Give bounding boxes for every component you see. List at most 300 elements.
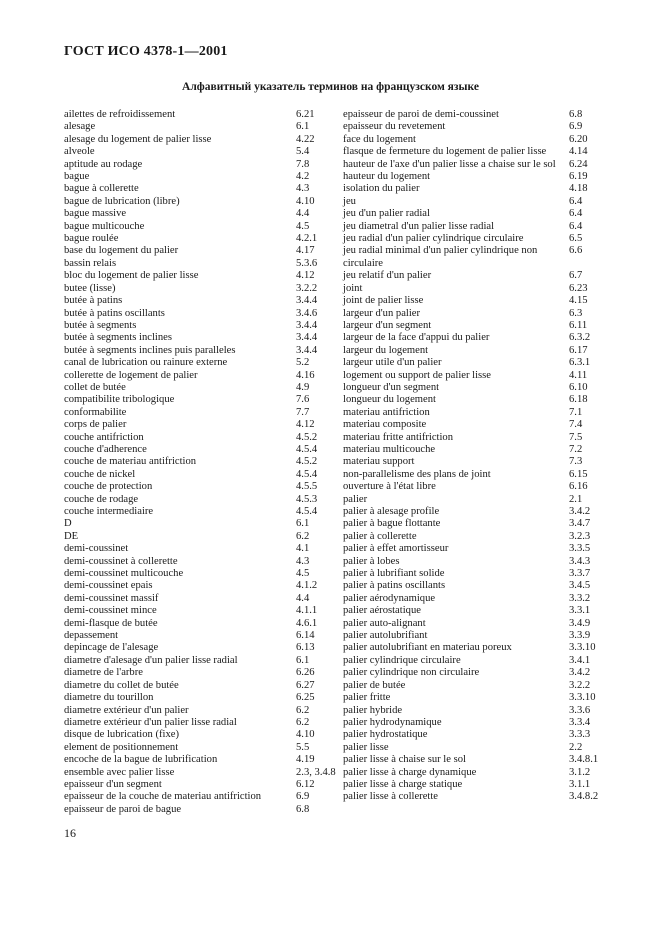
index-term: couche de materiau antifriction: [64, 456, 197, 468]
index-column-left: [64, 109, 336, 816]
index-entry: [64, 531, 332, 543]
index-term: palier lisse à charge statique: [343, 778, 463, 790]
index-entry: [64, 171, 332, 183]
index-term: DE: [64, 530, 79, 542]
index-reference: 4.2: [296, 171, 310, 183]
index-term: joint de palier lisse: [343, 295, 424, 307]
index-term: couche de nickel: [64, 468, 136, 480]
index-reference: 6.9: [569, 121, 583, 133]
index-reference: 4.9: [296, 381, 310, 393]
index-term: alveole: [64, 146, 95, 158]
index-term: alesage du logement de palier lisse: [64, 133, 212, 145]
index-reference: 4.6.1: [296, 617, 318, 629]
index-term: palier à lubrifiant solide: [343, 568, 445, 580]
index-reference: 7.4: [569, 419, 583, 431]
index-term: bague multicouche: [64, 220, 145, 232]
index-reference: 6.1: [296, 654, 310, 666]
index-entry: [343, 295, 605, 307]
index-entry: [64, 605, 332, 617]
index-term: demi-coussinet massif: [64, 592, 159, 604]
index-reference: 3.3.1: [569, 605, 591, 617]
index-reference: 3.4.4: [296, 332, 318, 344]
index-term: palier cylindrique circulaire: [343, 654, 461, 666]
index-reference: 7.2: [569, 443, 583, 455]
index-term: encoche de la bague de lubrification: [64, 754, 218, 766]
index-term: couche de protection: [64, 481, 153, 493]
index-reference: 4.1: [296, 543, 310, 555]
index-term: bague à collerette: [64, 183, 139, 195]
index-entry: [343, 469, 605, 481]
index-reference: 7.1: [569, 406, 583, 418]
index-term: diametre du collet de butée: [64, 679, 179, 691]
index-reference: 4.12: [296, 419, 315, 431]
index-entry: [343, 270, 605, 282]
index-entry: [64, 804, 332, 816]
index-reference: 3.2.3: [569, 530, 591, 542]
index-entry: [343, 456, 605, 468]
index-reference: 6.2: [296, 530, 310, 542]
index-reference: 4.1.2: [296, 580, 318, 592]
index-reference: 6.27: [296, 679, 315, 691]
index-term: largeur d'un segment: [343, 319, 432, 331]
index-reference: 3.4.4: [296, 344, 318, 356]
index-term: demi-coussinet à collerette: [64, 555, 178, 567]
index-column-right: [343, 109, 605, 804]
index-term: hauteur de l'axe d'un palier lisse a chaise sur le sol: [343, 158, 556, 170]
index-reference: 6.9: [296, 791, 310, 803]
index-term: longueur du logement: [343, 394, 436, 406]
index-entry: [343, 121, 605, 133]
index-entry: [64, 593, 332, 605]
index-term: palier de butée: [343, 679, 406, 691]
index-reference: 5.2: [296, 357, 310, 369]
index-reference: 4.10: [296, 729, 315, 741]
index-entry: [64, 754, 332, 766]
index-entry: [64, 692, 332, 704]
index-reference: 3.4.7: [569, 518, 591, 530]
index-entry: [64, 233, 332, 245]
index-term: largeur de la face d'appui du palier: [343, 332, 490, 344]
index-entry: [64, 680, 332, 692]
index-term: depincage de l'alesage: [64, 642, 159, 654]
index-entry: [343, 357, 605, 369]
index-term: butée à patins: [64, 295, 123, 307]
index-term: largeur du logement: [343, 344, 429, 356]
index-term: butée à patins oscillants: [64, 307, 165, 319]
index-reference: 3.4.8.1: [569, 754, 599, 766]
index-term: flasque de fermeture du logement de palier lisse: [343, 146, 547, 158]
index-reference: 4.5.4: [296, 443, 318, 455]
index-entry: [64, 159, 332, 171]
index-entry: [343, 506, 605, 518]
index-term: alesage: [64, 121, 96, 133]
index-entry: [343, 717, 605, 729]
index-term: jeu d'un palier radial: [343, 208, 430, 220]
index-term: materiau multicouche: [343, 443, 436, 455]
index-entry: [343, 221, 605, 233]
index-entry: [64, 444, 332, 456]
index-entry: [64, 729, 332, 741]
index-reference: 4.5: [296, 568, 310, 580]
index-reference: 3.4.9: [569, 617, 591, 629]
index-entry: [64, 667, 332, 679]
index-term: element de positionnement: [64, 741, 179, 753]
index-reference: 4.1.1: [296, 605, 318, 617]
index-term: hauteur du logement: [343, 171, 431, 183]
index-reference: 6.3.1: [569, 357, 591, 369]
index-reference: 6.19: [569, 171, 588, 183]
index-entry: [343, 308, 605, 320]
index-term: collerette de logement de palier: [64, 369, 198, 381]
index-entry: [64, 109, 332, 121]
index-term: couche antifriction: [64, 431, 144, 443]
index-reference: 4.17: [296, 245, 315, 257]
index-entry: [343, 667, 605, 679]
index-reference: 6.2: [296, 716, 310, 728]
index-term: couche de rodage: [64, 493, 139, 505]
index-entry: [343, 630, 605, 642]
index-entry: [64, 382, 332, 394]
index-reference: 4.3: [296, 183, 310, 195]
index-reference: 6.7: [569, 270, 583, 282]
index-entry: [64, 630, 332, 642]
index-entry: [64, 642, 332, 654]
index-term: palier lisse à chaise sur le sol: [343, 754, 466, 766]
index-reference: 5.5: [296, 741, 310, 753]
index-entry: [64, 394, 332, 406]
index-entry: [343, 556, 605, 568]
index-reference: 6.18: [569, 394, 588, 406]
index-term: D: [64, 518, 72, 530]
index-term: depassement: [64, 630, 119, 642]
index-term: longueur d'un segment: [343, 381, 440, 393]
index-entry: [64, 742, 332, 754]
index-entry: [64, 283, 332, 295]
index-term: conformabilite: [64, 406, 127, 418]
index-entry: [64, 221, 332, 233]
index-term: base du logement du palier: [64, 245, 179, 257]
index-entry: [64, 618, 332, 630]
index-reference: 6.23: [569, 282, 588, 294]
index-term: materiau antifriction: [343, 406, 430, 418]
index-term: ouverture à l'état libre: [343, 481, 436, 493]
index-reference: 4.11: [569, 369, 588, 381]
index-reference: 6.1: [296, 121, 310, 133]
index-reference: 2.2: [569, 741, 583, 753]
index-reference: 6.13: [296, 642, 315, 654]
index-entry: [343, 742, 605, 754]
index-term: isolation du palier: [343, 183, 420, 195]
index-reference: 4.16: [296, 369, 315, 381]
index-term: diametre de l'arbre: [64, 667, 143, 679]
index-entry: [64, 568, 332, 580]
index-term: diametre extérieur d'un palier: [64, 704, 189, 716]
index-entry: [343, 580, 605, 592]
index-reference: 4.5: [296, 220, 310, 232]
index-term: epaisseur du revetement: [343, 121, 446, 133]
index-term: butee (lisse): [64, 282, 116, 294]
index-term: palier: [343, 493, 368, 505]
index-term: palier lisse à collerette: [343, 791, 439, 803]
index-entry: [64, 419, 332, 431]
index-reference: 3.3.2: [569, 592, 591, 604]
index-reference: 6.5: [569, 233, 583, 245]
index-entry: [343, 332, 605, 344]
index-reference: 6.2: [296, 704, 310, 716]
index-reference: 3.3.10: [569, 692, 596, 704]
index-reference: 3.4.4: [296, 319, 318, 331]
index-entry: [64, 518, 332, 530]
index-reference: 3.4.2: [569, 506, 591, 517]
index-reference: 6.16: [569, 481, 588, 493]
index-entry: [64, 370, 332, 382]
index-reference: 6.8: [296, 803, 310, 815]
index-term: palier aérodynamique: [343, 592, 436, 604]
index-entry: [343, 642, 605, 654]
index-term: couche d'adherence: [64, 443, 147, 455]
index-entry: [64, 121, 332, 133]
index-term: logement ou support de palier lisse: [343, 369, 491, 381]
index-term: joint: [343, 282, 363, 294]
index-reference: 7.5: [569, 431, 583, 443]
index-entry: [64, 456, 332, 468]
index-reference: 4.14: [569, 146, 588, 158]
document-header: ГОСТ ИСО 4378-1—2001: [64, 44, 228, 59]
index-entry: [64, 196, 332, 208]
index-entry: [343, 283, 605, 295]
index-entry: [64, 407, 332, 419]
index-reference: 6.12: [296, 778, 315, 790]
index-term: jeu radial minimal d'un palier cylindrique non circulaire: [343, 245, 538, 269]
index-entry: [343, 680, 605, 692]
index-reference: 6.4: [569, 208, 583, 220]
index-reference: 3.3.7: [569, 568, 591, 580]
index-entry: [64, 791, 332, 803]
index-reference: 6.24: [569, 158, 588, 170]
index-term: demi-coussinet mince: [64, 605, 157, 617]
index-term: aptitude au rodage: [64, 158, 143, 170]
index-term: bague massive: [64, 208, 127, 220]
index-term: diametre d'alesage d'un palier lisse radial: [64, 654, 238, 666]
index-entry: [343, 494, 605, 506]
index-entry: [64, 766, 336, 779]
index-reference: 3.2.2: [296, 282, 318, 294]
index-reference: 6.1: [296, 518, 310, 530]
index-entry: [343, 531, 605, 543]
index-entry: [64, 320, 332, 332]
index-reference: 5.4: [296, 146, 310, 158]
index-reference: 6.21: [296, 109, 315, 120]
index-entry: [343, 394, 605, 406]
index-reference: 6.10: [569, 381, 588, 393]
index-term: epaisseur de paroi de bague: [64, 803, 182, 815]
index-entry: [343, 791, 605, 803]
index-reference: 4.5.2: [296, 431, 318, 443]
index-reference: 2.1: [569, 493, 583, 505]
index-entry: [64, 469, 332, 481]
index-reference: 4.15: [569, 295, 588, 307]
index-reference: 5.3.6: [296, 257, 318, 269]
index-term: collet de butée: [64, 381, 126, 393]
index-entry: [343, 109, 605, 121]
index-reference: 6.6: [569, 245, 583, 257]
index-term: palier lisse à charge dynamique: [343, 766, 477, 778]
index-term: palier lisse: [343, 741, 389, 753]
index-reference: 3.4.5: [569, 580, 591, 592]
index-reference: 4.19: [296, 754, 315, 766]
index-term: demi-coussinet: [64, 543, 129, 555]
index-reference: 3.4.2: [569, 667, 591, 679]
index-entry: [343, 146, 605, 158]
index-term: butée à segments: [64, 319, 137, 331]
index-term: palier à patins oscillants: [343, 580, 446, 592]
index-term: palier à effet amortisseur: [343, 543, 449, 555]
index-term: materiau composite: [343, 419, 427, 431]
index-term: bague roulée: [64, 233, 119, 245]
index-term: couche intermediaire: [64, 506, 154, 517]
index-reference: 3.1.2: [569, 766, 591, 778]
index-term: palier cylindrique non circulaire: [343, 667, 480, 679]
index-reference: 6.26: [296, 667, 315, 679]
index-term: largeur utile d'un palier: [343, 357, 442, 369]
index-entry: [343, 543, 605, 555]
index-term: palier à lobes: [343, 555, 400, 567]
index-entry: [64, 245, 332, 257]
index-term: canal de lubrication ou rainure externe: [64, 357, 228, 369]
index-entry: [343, 618, 605, 630]
index-term: materiau support: [343, 456, 415, 468]
index-reference: 3.1.1: [569, 778, 591, 790]
index-term: bassin relais: [64, 257, 117, 269]
index-entry: [64, 556, 332, 568]
index-entry: [343, 208, 605, 220]
index-term: ailettes de refroidissement: [64, 109, 176, 120]
index-term: bague de lubrication (libre): [64, 195, 180, 207]
index-entry: [343, 233, 605, 245]
index-reference: 3.4.6: [296, 307, 318, 319]
index-reference: 3.4.1: [569, 654, 591, 666]
index-reference: 6.4: [569, 220, 583, 232]
index-reference: 6.20: [569, 133, 588, 145]
index-reference: 4.10: [296, 195, 315, 207]
index-reference: 3.2.2: [569, 679, 591, 691]
index-term: compatibilite tribologique: [64, 394, 175, 406]
index-entry: [64, 543, 332, 555]
index-entry: [64, 208, 332, 220]
index-reference: 7.3: [569, 456, 583, 468]
index-term: diametre extérieur d'un palier lisse radial: [64, 716, 237, 728]
index-term: palier autolubrifiant en materiau poreux: [343, 642, 512, 654]
index-entry: [343, 692, 605, 704]
index-term: palier hydrostatique: [343, 729, 428, 741]
index-reference: 3.3.4: [569, 716, 591, 728]
index-term: demi-coussinet epais: [64, 580, 153, 592]
index-entry: [343, 444, 605, 456]
index-reference: 6.14: [296, 630, 315, 642]
index-entry: [343, 655, 605, 667]
index-reference: 4.12: [296, 270, 315, 282]
index-reference: 3.3.5: [569, 543, 591, 555]
page-number: 16: [64, 826, 76, 840]
index-entry: [64, 779, 332, 791]
index-term: bloc du logement de palier lisse: [64, 270, 199, 282]
index-reference: 6.3: [569, 307, 583, 319]
index-entry: [64, 345, 332, 357]
index-term: palier autolubrifiant: [343, 630, 428, 642]
index-entry: [64, 717, 332, 729]
index-entry: [343, 171, 605, 183]
index-reference: 2.3, 3.4.8: [296, 766, 336, 778]
index-entry: [64, 580, 332, 592]
index-reference: 3.3.9: [569, 630, 591, 642]
index-entry: [343, 518, 605, 530]
index-term: diametre du tourillon: [64, 692, 154, 704]
index-entry: [64, 270, 332, 282]
index-entry: [343, 159, 605, 171]
index-reference: 4.22: [296, 133, 315, 145]
index-entry: [64, 357, 332, 369]
index-reference: 6.4: [569, 195, 583, 207]
index-entry: [343, 320, 605, 332]
index-reference: 6.3.2: [569, 332, 591, 344]
index-term: largeur d'un palier: [343, 307, 421, 319]
index-reference: 6.8: [569, 109, 583, 120]
index-reference: 3.3.10: [569, 642, 596, 654]
index-term: palier fritte: [343, 692, 391, 704]
index-term: corps de palier: [64, 419, 127, 431]
index-entry: [64, 705, 332, 717]
index-reference: 3.4.4: [296, 295, 318, 307]
index-reference: 4.3: [296, 555, 310, 567]
index-entry: [343, 382, 605, 394]
index-reference: 7.8: [296, 158, 310, 170]
index-reference: 3.3.6: [569, 704, 591, 716]
index-reference: 4.5.5: [296, 481, 318, 493]
index-entry: [343, 345, 605, 357]
index-term: epaisseur de paroi de demi-coussinet: [343, 109, 499, 120]
index-entry: [343, 754, 605, 766]
index-reference: 7.7: [296, 406, 310, 418]
index-term: jeu relatif d'un palier: [343, 270, 432, 282]
index-reference: 4.4: [296, 208, 310, 220]
index-entry: [64, 295, 332, 307]
index-entry: [343, 568, 605, 580]
index-reference: 4.5.4: [296, 506, 318, 517]
index-entry: [343, 370, 605, 382]
index-entry: [64, 183, 332, 195]
index-entry: [343, 767, 605, 779]
index-reference: 4.2.1: [296, 233, 318, 245]
index-entry: [64, 481, 332, 493]
index-entry: [64, 308, 332, 320]
index-term: ensemble avec palier lisse: [64, 766, 175, 778]
index-entry: [64, 494, 332, 506]
index-term: butée à segments inclines puis paralleles: [64, 344, 236, 356]
index-entry: [64, 146, 332, 158]
index-entry: [343, 593, 605, 605]
index-term: epaisseur d'un segment: [64, 778, 162, 790]
index-entry: [343, 481, 605, 493]
index-reference: 6.17: [569, 344, 588, 356]
section-title: Алфавитный указатель терминов на французском языке: [182, 81, 479, 93]
index-entry: [64, 432, 332, 444]
index-entry: [343, 705, 605, 717]
index-entry: [343, 245, 605, 270]
index-term: disque de lubrication (fixe): [64, 729, 180, 741]
index-reference: 4.5.2: [296, 456, 318, 468]
index-term: palier à alesage profile: [343, 506, 440, 517]
index-term: non-parallelisme des plans de joint: [343, 468, 491, 480]
